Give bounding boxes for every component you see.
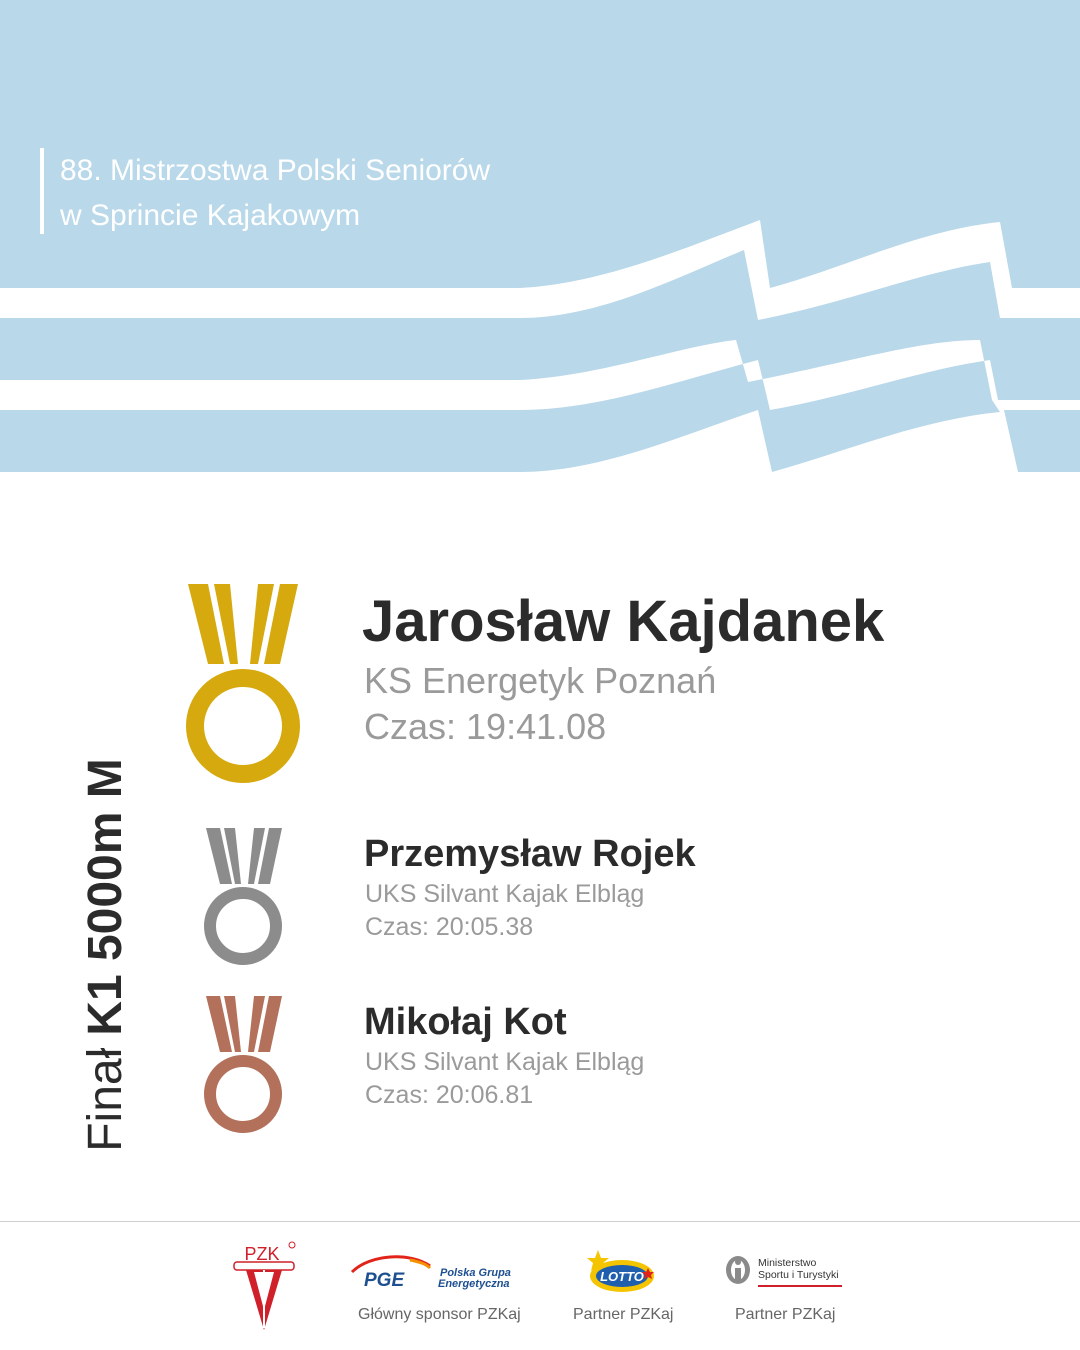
footer-divider <box>0 1221 1080 1222</box>
lotto-logo-text: LOTTO <box>600 1269 644 1284</box>
athlete-time: Czas: 20:05.38 <box>365 913 534 941</box>
ministry-line1: Ministerstwo <box>758 1257 817 1269</box>
header-banner <box>0 0 1080 475</box>
pge-name-line2: Energetyczna <box>438 1278 510 1290</box>
final-category-label <box>70 740 140 1170</box>
pge-caption: Główny sponsor PZKaj <box>358 1306 521 1323</box>
pge-logo-text: PGE <box>364 1270 405 1291</box>
final-category: K1 5000m M <box>78 758 132 1036</box>
ministry-logo <box>722 1252 846 1292</box>
event-title <box>40 148 490 234</box>
athlete-club: UKS Silvant Kajak Elbląg <box>365 880 645 908</box>
athlete-time: Czas: 20:06.81 <box>365 1081 534 1109</box>
result-second-place <box>364 830 696 944</box>
silver-medal-icon <box>204 828 284 968</box>
athlete-name: Jarosław Kajdanek <box>362 589 885 654</box>
athlete-name: Przemysław Rojek <box>364 833 696 875</box>
athlete-name: Mikołaj Kot <box>364 1001 567 1043</box>
result-third-place <box>364 998 644 1112</box>
ministry-line2: Sportu i Turystyki <box>758 1269 839 1281</box>
pzk-logo-text: PZK <box>244 1244 280 1264</box>
athlete-club: KS Energetyk Poznań <box>364 660 717 701</box>
athlete-club: UKS Silvant Kajak Elbląg <box>365 1048 645 1076</box>
ministry-caption: Partner PZKaj <box>735 1306 836 1323</box>
pge-name-line1: Polska Grupa <box>440 1267 511 1279</box>
event-title-line1: 88. Mistrzostwa Polski Seniorów <box>60 154 491 187</box>
athlete-time: Czas: 19:41.08 <box>364 706 607 747</box>
eagle-emblem-icon <box>726 1256 750 1284</box>
bronze-medal-icon <box>204 996 284 1136</box>
final-prefix: Finał <box>78 1047 132 1152</box>
lotto-caption: Partner PZKaj <box>573 1306 674 1323</box>
pzk-logo <box>232 1240 300 1332</box>
event-title-line2: w Sprincie Kajakowym <box>60 199 361 232</box>
lotto-logo <box>584 1248 656 1294</box>
gold-medal-icon <box>186 584 302 786</box>
pge-logo <box>350 1254 522 1294</box>
result-first-place <box>362 588 884 750</box>
